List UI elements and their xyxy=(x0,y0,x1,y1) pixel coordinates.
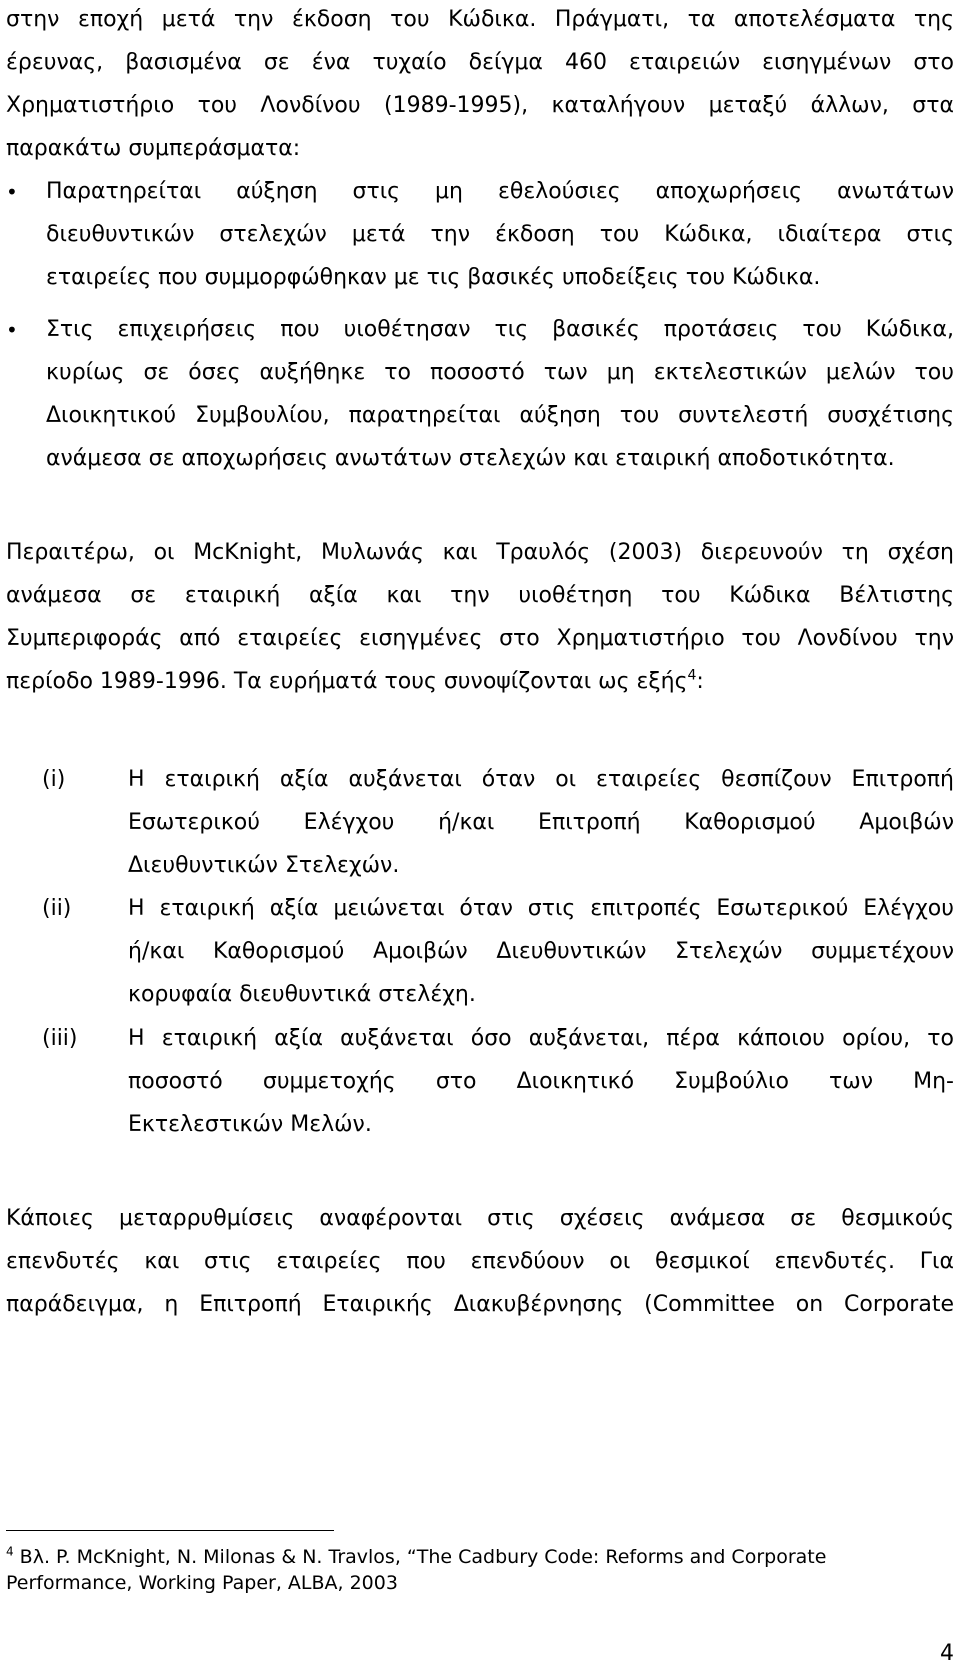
footnote-divider xyxy=(6,1530,334,1531)
finding-line: Εκτελεστικών Μελών. xyxy=(128,1112,372,1137)
finding-line: κορυφαία διευθυντικά στελέχη. xyxy=(128,982,476,1007)
finding-line: ή/και Καθορισμού Αμοιβών Διευθυντικών Στελεχών συμμετέχουν xyxy=(128,939,954,964)
paragraph-line: παράδειγμα, η Επιτροπή Εταιρικής Διακυβέρνησης (Committee on Corporate xyxy=(6,1292,954,1317)
footnote-text: Βλ. P. McKnight, N. Milonas & N. Travlos, “The Cadbury Code: Reforms and Corporate xyxy=(13,1546,827,1568)
page-number: 4 xyxy=(940,1641,954,1666)
bullet-line: Παρατηρείται αύξηση στις μη εθελούσιες αποχωρήσεις ανωτάτων xyxy=(46,179,954,204)
finding-line: Η εταιρική αξία αυξάνεται όταν οι εταιρείες θεσπίζουν Επιτροπή xyxy=(128,767,954,792)
paragraph-line: έρευνας, βασισμένα σε ένα τυχαίο δείγμα 460 εταιρειών εισηγμένων στο xyxy=(6,50,954,75)
bullet-icon: • xyxy=(6,180,18,204)
bullet-icon: • xyxy=(6,318,18,342)
finding-numeral: (iii) xyxy=(42,1026,78,1051)
bullet-line: Στις επιχειρήσεις που υιοθέτησαν τις βασικές προτάσεις του Κώδικα, xyxy=(46,317,954,342)
finding-line: Διευθυντικών Στελεχών. xyxy=(128,853,400,878)
paragraph-line: Κάποιες μεταρρυθμίσεις αναφέρονται στις σχέσεις ανάμεσα σε θεσμικούς xyxy=(6,1206,954,1231)
footnote-number: 4 xyxy=(6,1544,14,1559)
paragraph-line xyxy=(6,668,954,696)
bullet-line: Διοικητικού Συμβουλίου, παρατηρείται αύξηση του συντελεστή συσχέτισης xyxy=(46,403,954,428)
finding-numeral: (i) xyxy=(42,767,66,792)
paragraph-line: ανάμεσα σε εταιρική αξία και την υιοθέτηση του Κώδικα Βέλτιστης xyxy=(6,583,954,608)
bullet-line: διευθυντικών στελεχών μετά την έκδοση του Κώδικα, ιδιαίτερα στις xyxy=(46,222,954,247)
bullet-line: ανάμεσα σε αποχωρήσεις ανωτάτων στελεχών και εταιρική αποδοτικότητα. xyxy=(46,446,895,471)
paragraph-line: παρακάτω συμπεράσματα: xyxy=(6,136,301,161)
paragraph-line: Χρηματιστήριο του Λονδίνου (1989-1995), καταλήγουν μεταξύ άλλων, στα xyxy=(6,93,954,118)
paragraph-text: περίοδο 1989-1996. Τα ευρήματά τους συνοψίζονται ως εξής xyxy=(6,669,688,694)
finding-line: Η εταιρική αξία μειώνεται όταν στις επιτροπές Εσωτερικού Ελέγχου xyxy=(128,896,954,921)
finding-line: ποσοστό συμμετοχής στο Διοικητικό Συμβούλιο των Μη- xyxy=(128,1069,954,1094)
footnote-reference[interactable]: 4 xyxy=(687,667,697,684)
finding-line: Η εταιρική αξία αυξάνεται όσο αυξάνεται, πέρα κάποιου ορίου, το xyxy=(128,1026,954,1051)
paragraph-line: Περαιτέρω, οι McKnight, Μυλωνάς και Τραυλός (2003) διερευνούν τη σχέση xyxy=(6,540,954,565)
footnote-line xyxy=(6,1545,954,1569)
paragraph-line: στην εποχή μετά την έκδοση του Κώδικα. Πράγματι, τα αποτελέσματα της xyxy=(6,7,954,32)
bullet-line: κυρίως σε όσες αυξήθηκε το ποσοστό των μη εκτελεστικών μελών του xyxy=(46,360,954,385)
paragraph-line: επενδυτές και στις εταιρείες που επενδύουν οι θεσμικοί επενδυτές. Για xyxy=(6,1249,954,1274)
paragraph-text: : xyxy=(696,669,704,694)
footnote-line: Performance, Working Paper, ALBA, 2003 xyxy=(6,1572,398,1594)
bullet-line: εταιρείες που συμμορφώθηκαν με τις βασικές υποδείξεις του Κώδικα. xyxy=(46,265,821,290)
paragraph-line: Συμπεριφοράς από εταιρείες εισηγμένες στο Χρηματιστήριο του Λονδίνου την xyxy=(6,626,954,651)
finding-line: Εσωτερικού Ελέγχου ή/και Επιτροπή Καθορισμού Αμοιβών xyxy=(128,810,954,835)
finding-numeral: (ii) xyxy=(42,896,72,921)
